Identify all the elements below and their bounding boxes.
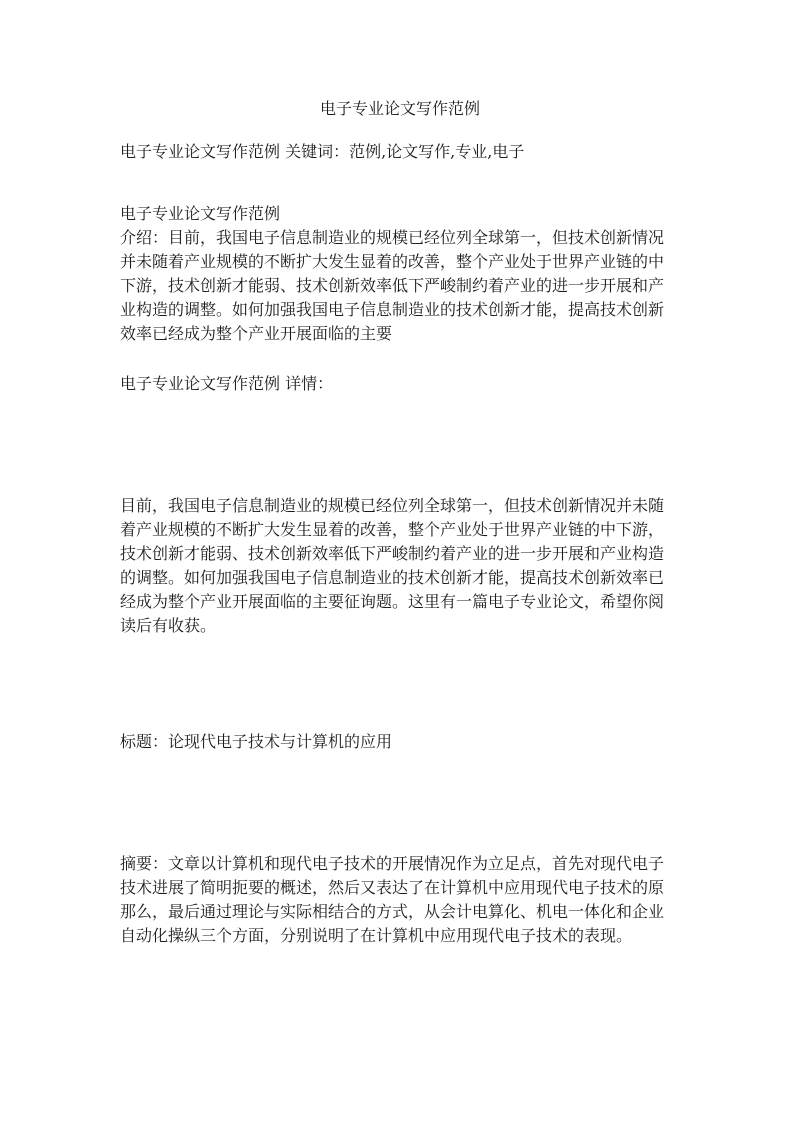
body-line: 的调整。如何加强我国电子信息制造业的技术创新才能，提高技术创新效率已: [120, 568, 665, 587]
body-line: 经成为整个产业开展面临的主要征询题。这里有一篇电子专业论文，希望你阅: [120, 592, 665, 611]
body-line: 目前，我国电子信息制造业的规模已经位列全球第一，但技术创新情况并未随: [120, 496, 665, 515]
intro-section: [120, 202, 680, 346]
subject-text: 标题：论现代电子技术与计算机的应用: [120, 732, 393, 751]
body-line: 技术创新才能弱、技术创新效率低下严峻制约着产业的进一步开展和产业构造: [120, 544, 665, 563]
intro-line: 并未随着产业规模的不断扩大发生显着的改善，整个产业处于世界产业链的中: [120, 252, 665, 271]
intro-line: 业构造的调整。如何加强我国电子信息制造业的技术创新才能，提高技术创新: [120, 300, 665, 319]
body-line: 读后有收获。: [120, 616, 217, 635]
intro-heading: 电子专业论文写作范例: [120, 204, 281, 223]
intro-line: 效率已经成为整个产业开展面临的主要: [120, 324, 393, 343]
keywords-line: [120, 140, 680, 164]
subject-section: [120, 730, 680, 754]
body-paragraph: [120, 494, 680, 638]
intro-line: 下游，技术创新才能弱、技术创新效率低下严峻制约着产业的进一步开展和产: [120, 276, 665, 295]
abstract-line: 那么，最后通过理论与实际相结合的方式，从会计电算化、机电一体化和企业: [120, 902, 665, 921]
abstract-line: 技术进展了简明扼要的概述，然后又表达了在计算机中应用现代电子技术的原: [120, 878, 665, 897]
document-title: 电子专业论文写作范例: [319, 99, 480, 118]
body-line: 着产业规模的不断扩大发生显着的改善，整个产业处于世界产业链的中下游，: [120, 520, 665, 539]
abstract-paragraph: [120, 852, 680, 948]
details-heading-text: 电子专业论文写作范例 详情：: [120, 374, 334, 393]
abstract-line: 自动化操纵三个方面，分别说明了在计算机中应用现代电子技术的表现。: [120, 926, 633, 945]
intro-line: 介绍：目前，我国电子信息制造业的规模已经位列全球第一，但技术创新情况: [120, 228, 665, 247]
abstract-line: 摘要：文章以计算机和现代电子技术的开展情况作为立足点，首先对现代电子: [120, 854, 665, 873]
keywords-text: 电子专业论文写作范例 关键词：范例,论文写作,专业,电子: [120, 142, 525, 161]
details-heading: [120, 372, 680, 396]
